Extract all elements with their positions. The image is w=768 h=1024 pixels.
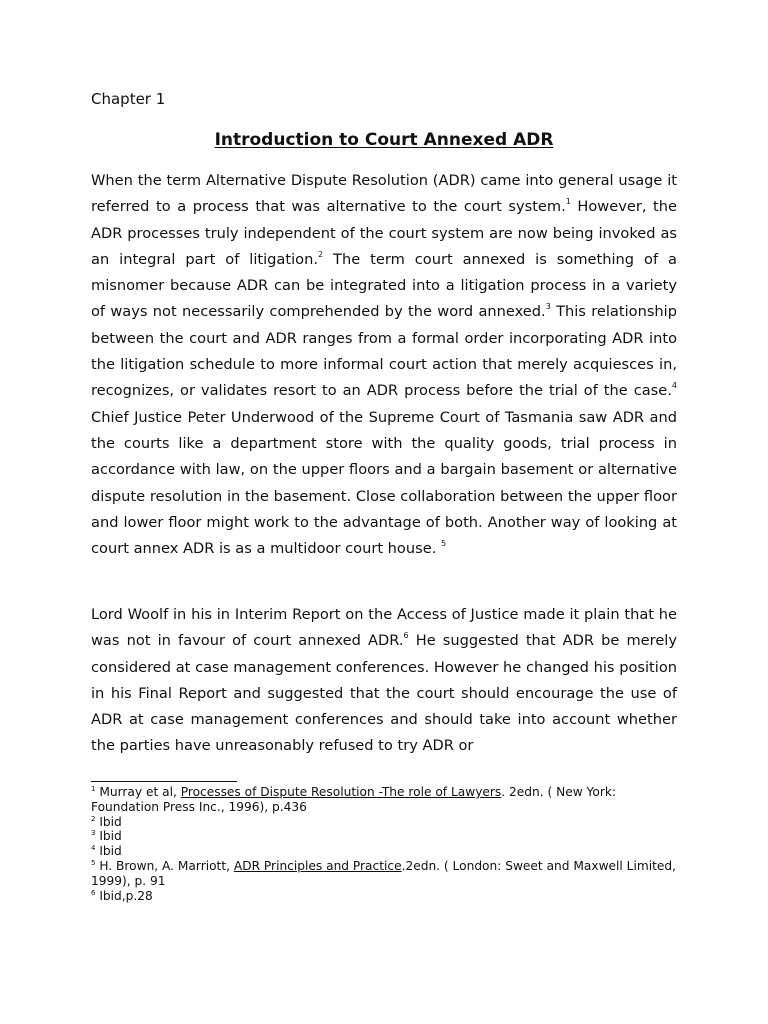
footnote xyxy=(91,829,677,844)
footnote-ref-5: 5 xyxy=(440,538,447,548)
footnote-number: 5 xyxy=(91,859,96,868)
footnotes xyxy=(91,785,677,903)
footnote-ref-4: 4 xyxy=(671,381,677,391)
chapter-label: Chapter 1 xyxy=(91,90,166,108)
footnote-source-title: ADR Principles and Practice xyxy=(233,858,402,873)
footnote-number: 6 xyxy=(91,888,96,897)
footnote-text-end: . 2edn. ( New York: Foundation Press Inc., 1996), p.436 xyxy=(91,785,617,814)
footnote-number: 2 xyxy=(91,814,96,823)
footnote-ref-1: 1 xyxy=(565,197,571,207)
footnote-number: 3 xyxy=(91,829,96,838)
footnote xyxy=(91,844,677,859)
footnote-number: 4 xyxy=(91,844,96,853)
paragraph-1-text-4: This relationship between the court and ADR ranges from a formal order incorporating ADR into the litigation schedule to more informal court action that merely acquiesces in, recognizes, or validates resort to an ADR process before the trial of the case. xyxy=(91,303,677,400)
paragraph-2-text-1: Lord Woolf in his in Interim Report on the Access of Justice made it plain that he was not in favour of court annexed ADR. xyxy=(91,606,677,650)
page-title xyxy=(91,128,677,152)
page-title-text: Introduction to Court Annexed ADR xyxy=(214,130,554,150)
footnote-text: Ibid xyxy=(95,814,122,829)
footnote-ref-6: 6 xyxy=(403,631,409,641)
paragraph-1-text-5: Chief Justice Peter Underwood of the Supreme Court of Tasmania saw ADR and the courts like a department store with the quality goods, trial process in accordance with law, on the upper floors and a bargain basement or alternative dispute resolution in the basement. Close collaboration between the upper floor and lower floor might work to the advantage of both. Another way of looking at court annex ADR is as a multidoor court house. xyxy=(91,408,677,558)
footnote-number: 1 xyxy=(91,785,96,794)
paragraph-1-text-3: The term court annexed is something of a misnomer because ADR can be integrated into a litigation process in a variety of ways not necessarily comprehended by the word annexed. xyxy=(91,250,677,321)
footnote-ref-3: 3 xyxy=(545,302,551,312)
footnote-text: H. Brown, A. Marriott, xyxy=(95,858,234,873)
body-paragraph-1 xyxy=(91,168,677,562)
footnote-text: Ibid xyxy=(95,829,122,844)
body-paragraph-2 xyxy=(91,602,677,760)
footnote-text: Ibid xyxy=(95,844,122,859)
footnote-text: Murray et al, xyxy=(95,785,181,799)
paragraph-1-text-2: However, the ADR processes truly independent of the court system are now being invoked as an integral part of litigation. xyxy=(91,198,677,268)
footnote xyxy=(91,889,677,904)
paragraph-2-text-2: He suggested that ADR be merely considered at case management conferences. However he changed his position in his Final Report and suggested that the court should encourage the use of ADR at case management conferences and should take into account whether the parties have unreasonably refused to try ADR or xyxy=(91,632,677,755)
footnote-divider xyxy=(91,781,237,782)
footnote xyxy=(91,785,677,815)
footnote-text-end: .2edn. ( London: Sweet and Maxwell Limited, 1999), p. 91 xyxy=(91,858,676,888)
footnote-ref-2: 2 xyxy=(317,249,324,259)
footnote xyxy=(91,815,677,830)
footnote-text: Ibid,p.28 xyxy=(95,888,153,903)
footnote-source-title: Processes of Dispute Resolution -The role of Lawyers xyxy=(180,785,502,799)
paragraph-1-text-1: When the term Alternative Dispute Resolution (ADR) came into general usage it referred to a process that was alternative to the court system. xyxy=(91,172,677,216)
footnote xyxy=(91,859,677,889)
